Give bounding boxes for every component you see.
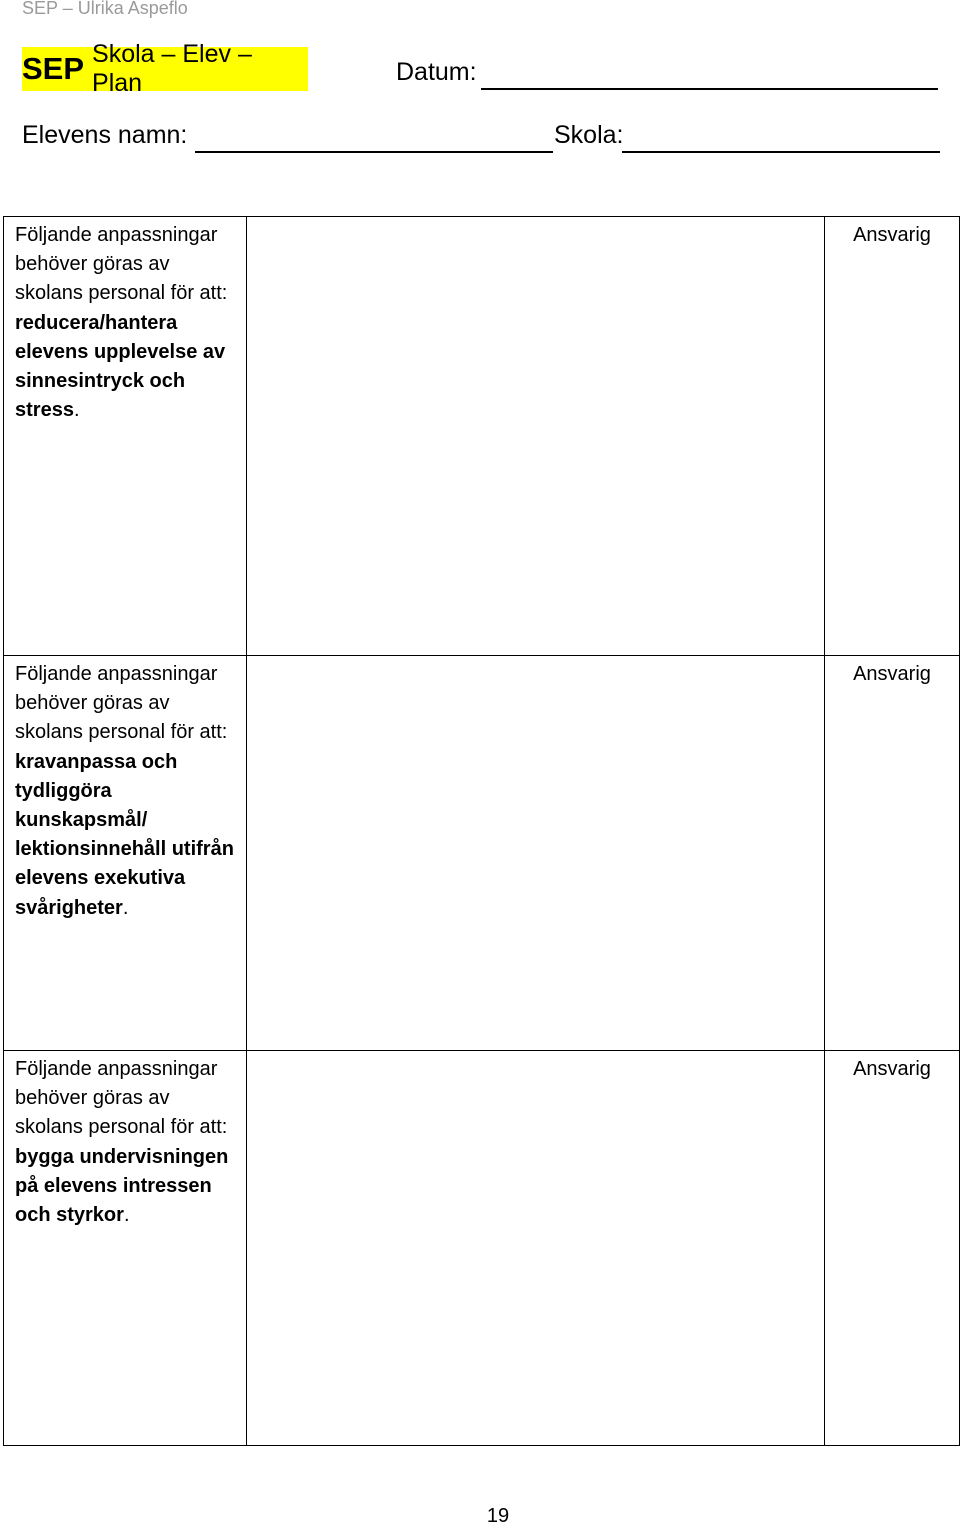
- description-intro: Följande anpassningar behöver göras av skolans personal för att:: [15, 224, 228, 305]
- adaptation-entry-cell[interactable]: [247, 1051, 825, 1446]
- description-intro: Följande anpassningar behöver göras av skolans personal för att:: [15, 1058, 228, 1139]
- description-end: .: [73, 399, 80, 422]
- student-name-field-line[interactable]: [195, 151, 553, 153]
- running-header: SEP – Ulrika Aspeflo: [22, 0, 188, 18]
- table-row: [4, 1051, 960, 1446]
- title-subtitle: Skola – Elev – Plan: [92, 40, 252, 97]
- responsible-cell[interactable]: [825, 217, 960, 656]
- adaptation-description-cell: [4, 217, 247, 656]
- table-row: [4, 656, 960, 1051]
- adaptation-description: [4, 656, 246, 923]
- adaptation-description-cell: [4, 1051, 247, 1446]
- document-title: [22, 40, 308, 97]
- responsible-label: Ansvarig: [853, 224, 931, 246]
- adaptation-description: [4, 217, 246, 425]
- description-end: .: [123, 1204, 130, 1227]
- table-row: [4, 217, 960, 656]
- responsible-cell[interactable]: [825, 656, 960, 1051]
- date-label: Datum:: [396, 58, 477, 86]
- adaptation-plan-table: [3, 216, 960, 1446]
- student-name-label: Elevens namn:: [22, 121, 188, 149]
- responsible-cell[interactable]: [825, 1051, 960, 1446]
- description-focus: kravanpassa och tydliggöra kunskapsmål/ lektionsinnehåll utifrån elevens exekutiva svårigheter: [15, 750, 234, 919]
- responsible-label: Ansvarig: [853, 1058, 931, 1080]
- description-end: .: [122, 896, 129, 919]
- adaptation-description: [4, 1051, 246, 1230]
- adaptation-entry-cell[interactable]: [247, 217, 825, 656]
- description-focus: reducera/hantera elevens upplevelse av sinnesintryck och stress: [15, 311, 226, 422]
- description-intro: Följande anpassningar behöver göras av skolans personal för att:: [15, 663, 228, 744]
- school-label: Skola:: [554, 121, 624, 149]
- description-focus: bygga undervisningen på elevens intressen och styrkor: [15, 1145, 229, 1227]
- adaptation-description-cell: [4, 656, 247, 1051]
- title-acronym: SEP: [22, 51, 85, 86]
- page-number: 19: [486, 1505, 510, 1527]
- date-field-line[interactable]: [481, 88, 938, 90]
- school-field-line[interactable]: [622, 151, 940, 153]
- responsible-label: Ansvarig: [853, 663, 931, 685]
- adaptation-entry-cell[interactable]: [247, 656, 825, 1051]
